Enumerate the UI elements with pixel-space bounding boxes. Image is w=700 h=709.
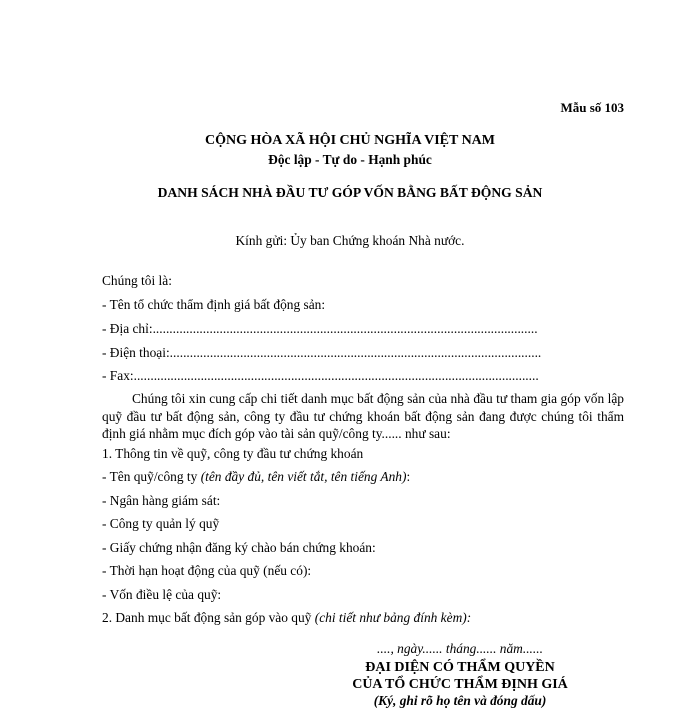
fund-name-label: - Tên quỹ/công ty — [102, 469, 201, 484]
supervisory-bank-field: - Ngân hàng giám sát: — [102, 493, 221, 508]
charter-capital-field: - Vốn điều lệ của quỹ: — [102, 587, 222, 602]
signature-date-line: ...., ngày...... tháng...... năm...... — [377, 641, 543, 656]
fund-name-note: (tên đầy đủ, tên viết tắt, tên tiếng Anh) — [200, 469, 407, 484]
fund-name-field — [102, 469, 410, 485]
section2-heading — [102, 610, 471, 626]
recipient-line: Kính gửi: Ủy ban Chứng khoán Nhà nước. — [235, 233, 465, 248]
fund-name-colon: : — [406, 469, 411, 484]
fax-field: - Fax:......................................................................................................................... — [102, 368, 539, 383]
document-title: DANH SÁCH NHÀ ĐẦU TƯ GÓP VỐN BẰNG BẤT ĐỘNG SẢN — [157, 185, 543, 200]
fund-term-field: - Thời hạn hoạt động của quỹ (nếu có): — [102, 563, 312, 578]
signature-title-2: CỦA TỔ CHỨC THẨM ĐỊNH GIÁ — [352, 677, 568, 692]
section2-note: (chi tiết như bảng đính kèm): — [314, 610, 472, 625]
intro-line: Chúng tôi là: — [102, 273, 172, 288]
national-motto: Độc lập - Tự do - Hạnh phúc — [268, 152, 432, 167]
body-paragraph: Chúng tôi xin cung cấp chi tiết danh mục bất động sản của nhà đầu tư tham gia góp vốn lập quỹ đầu tư bất động sản, công ty đầu tư chứng khoán bất động sản đang được chúng tôi thẩm định giá nhằm mục đích góp vào tài sản quỹ/công ty...... như sau: — [102, 391, 624, 441]
phone-field: - Điện thoại:............................................................................................................... — [102, 345, 542, 360]
fund-manager-field: - Công ty quản lý quỹ — [102, 516, 220, 531]
signature-title-1: ĐẠI DIỆN CÓ THẨM QUYỀN — [365, 660, 555, 675]
signature-note: (Ký, ghi rõ họ tên và đóng dấu) — [373, 693, 547, 708]
address-field: - Địa chỉ:................................................................................................................... — [102, 321, 538, 336]
country-name: CỘNG HÒA XÃ HỘI CHỦ NGHĨA VIỆT NAM — [204, 133, 495, 148]
offering-certificate-field: - Giấy chứng nhận đăng ký chào bán chứng khoán: — [102, 540, 376, 555]
form-number: Mẫu số 103 — [560, 100, 624, 115]
org-name-field: - Tên tổ chức thẩm định giá bất động sản: — [102, 297, 326, 312]
section1-heading: 1. Thông tin về quỹ, công ty đầu tư chứng khoán — [102, 446, 364, 461]
section2-label: 2. Danh mục bất động sản góp vào quỹ — [102, 610, 315, 625]
